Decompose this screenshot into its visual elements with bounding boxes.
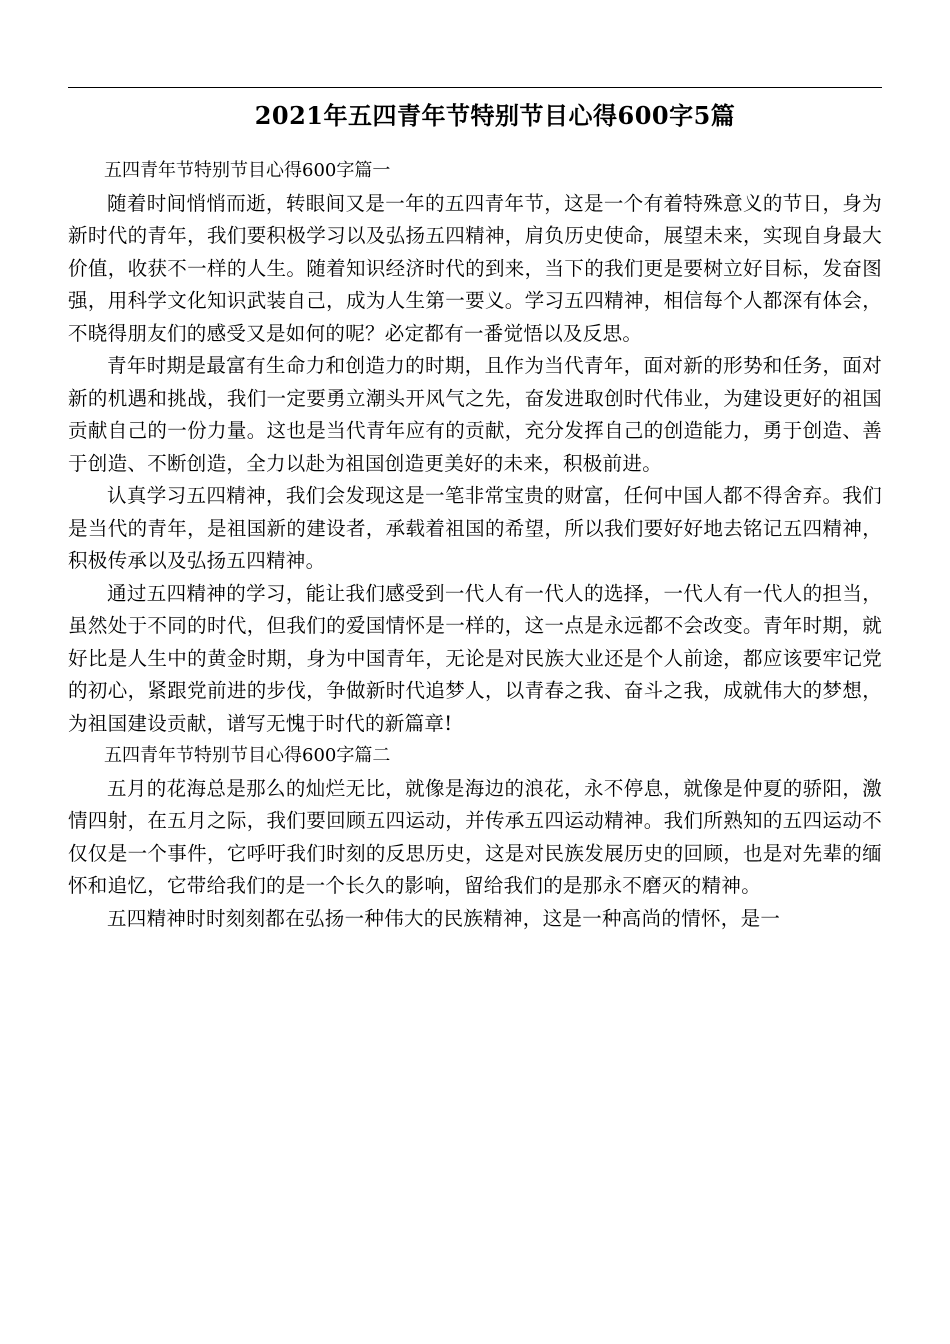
document-body xyxy=(68,155,882,935)
section-heading-2: 五四青年节特别节目心得600字篇二 xyxy=(104,745,391,766)
paragraph: 随着时间悄悄而逝，转眼间又是一年的五四青年节，这是一个有着特殊意义的节日，身为新时代的青年，我们要积极学习以及弘扬五四精神，肩负历史使命，展望未来，实现自身最大价值，收获不一样的人生。随着知识经济时代的到来，当下的我们更是要树立好目标，发奋图强，用科学文化知识武装自己，成为人生第一要义。学习五四精神，相信每个人都深有体会，不晓得朋友们的感受又是如何的呢？必定都有一番觉悟以及反思。 xyxy=(68,191,882,345)
paragraph: 认真学习五四精神，我们会发现这是一笔非常宝贵的财富，任何中国人都不得舍弃。我们是当代的青年，是祖国新的建设者，承载着祖国的希望，所以我们要好好地去铭记五四精神，积极传承以及弘扬五四精神。 xyxy=(68,484,882,572)
header-rule xyxy=(68,87,882,88)
paragraph: 通过五四精神的学习，能让我们感受到一代人有一代人的选择，一代人有一代人的担当，虽然处于不同的时代，但我们的爱国情怀是一样的，这一点是永远都不会改变。青年时期，就好比是人生中的黄金时期，身为中国青年，无论是对民族大业还是个人前途，都应该要牢记党的初心，紧跟党前进的步伐，争做新时代追梦人，以青春之我、奋斗之我，成就伟大的梦想，为祖国建设贡献，谱写无愧于时代的新篇章! xyxy=(68,581,882,735)
paragraph: 五月的花海总是那么的灿烂无比，就像是海边的浪花，永不停息，就像是仲夏的骄阳，激情四射，在五月之际，我们要回顾五四运动，并传承五四运动精神。我们所熟知的五四运动不仅仅是一个事件，它呼吁我们时刻的反思历史，这是对民族发展历史的回顾，也是对先辈的缅怀和追忆，它带给我们的是一个长久的影响，留给我们的是那永不磨灭的精神。 xyxy=(68,776,882,897)
paragraph: 青年时期是最富有生命力和创造力的时期，且作为当代青年，面对新的形势和任务，面对新的机遇和挑战，我们一定要勇立潮头开风气之先，奋发进取创时代伟业，为建设更好的祖国贡献自己的一份力量。这也是当代青年应有的贡献，充分发挥自己的创造能力，勇于创造、善于创造、不断创造，全力以赴为祖国创造更美好的未来，积极前进。 xyxy=(68,354,882,475)
section-heading-1: 五四青年节特别节目心得600字篇一 xyxy=(104,160,391,181)
document-title: 2021年五四青年节特别节目心得600字5篇 xyxy=(254,101,736,130)
paragraph: 五四精神时时刻刻都在弘扬一种伟大的民族精神，这是一种高尚的情怀，是一 xyxy=(107,906,781,930)
